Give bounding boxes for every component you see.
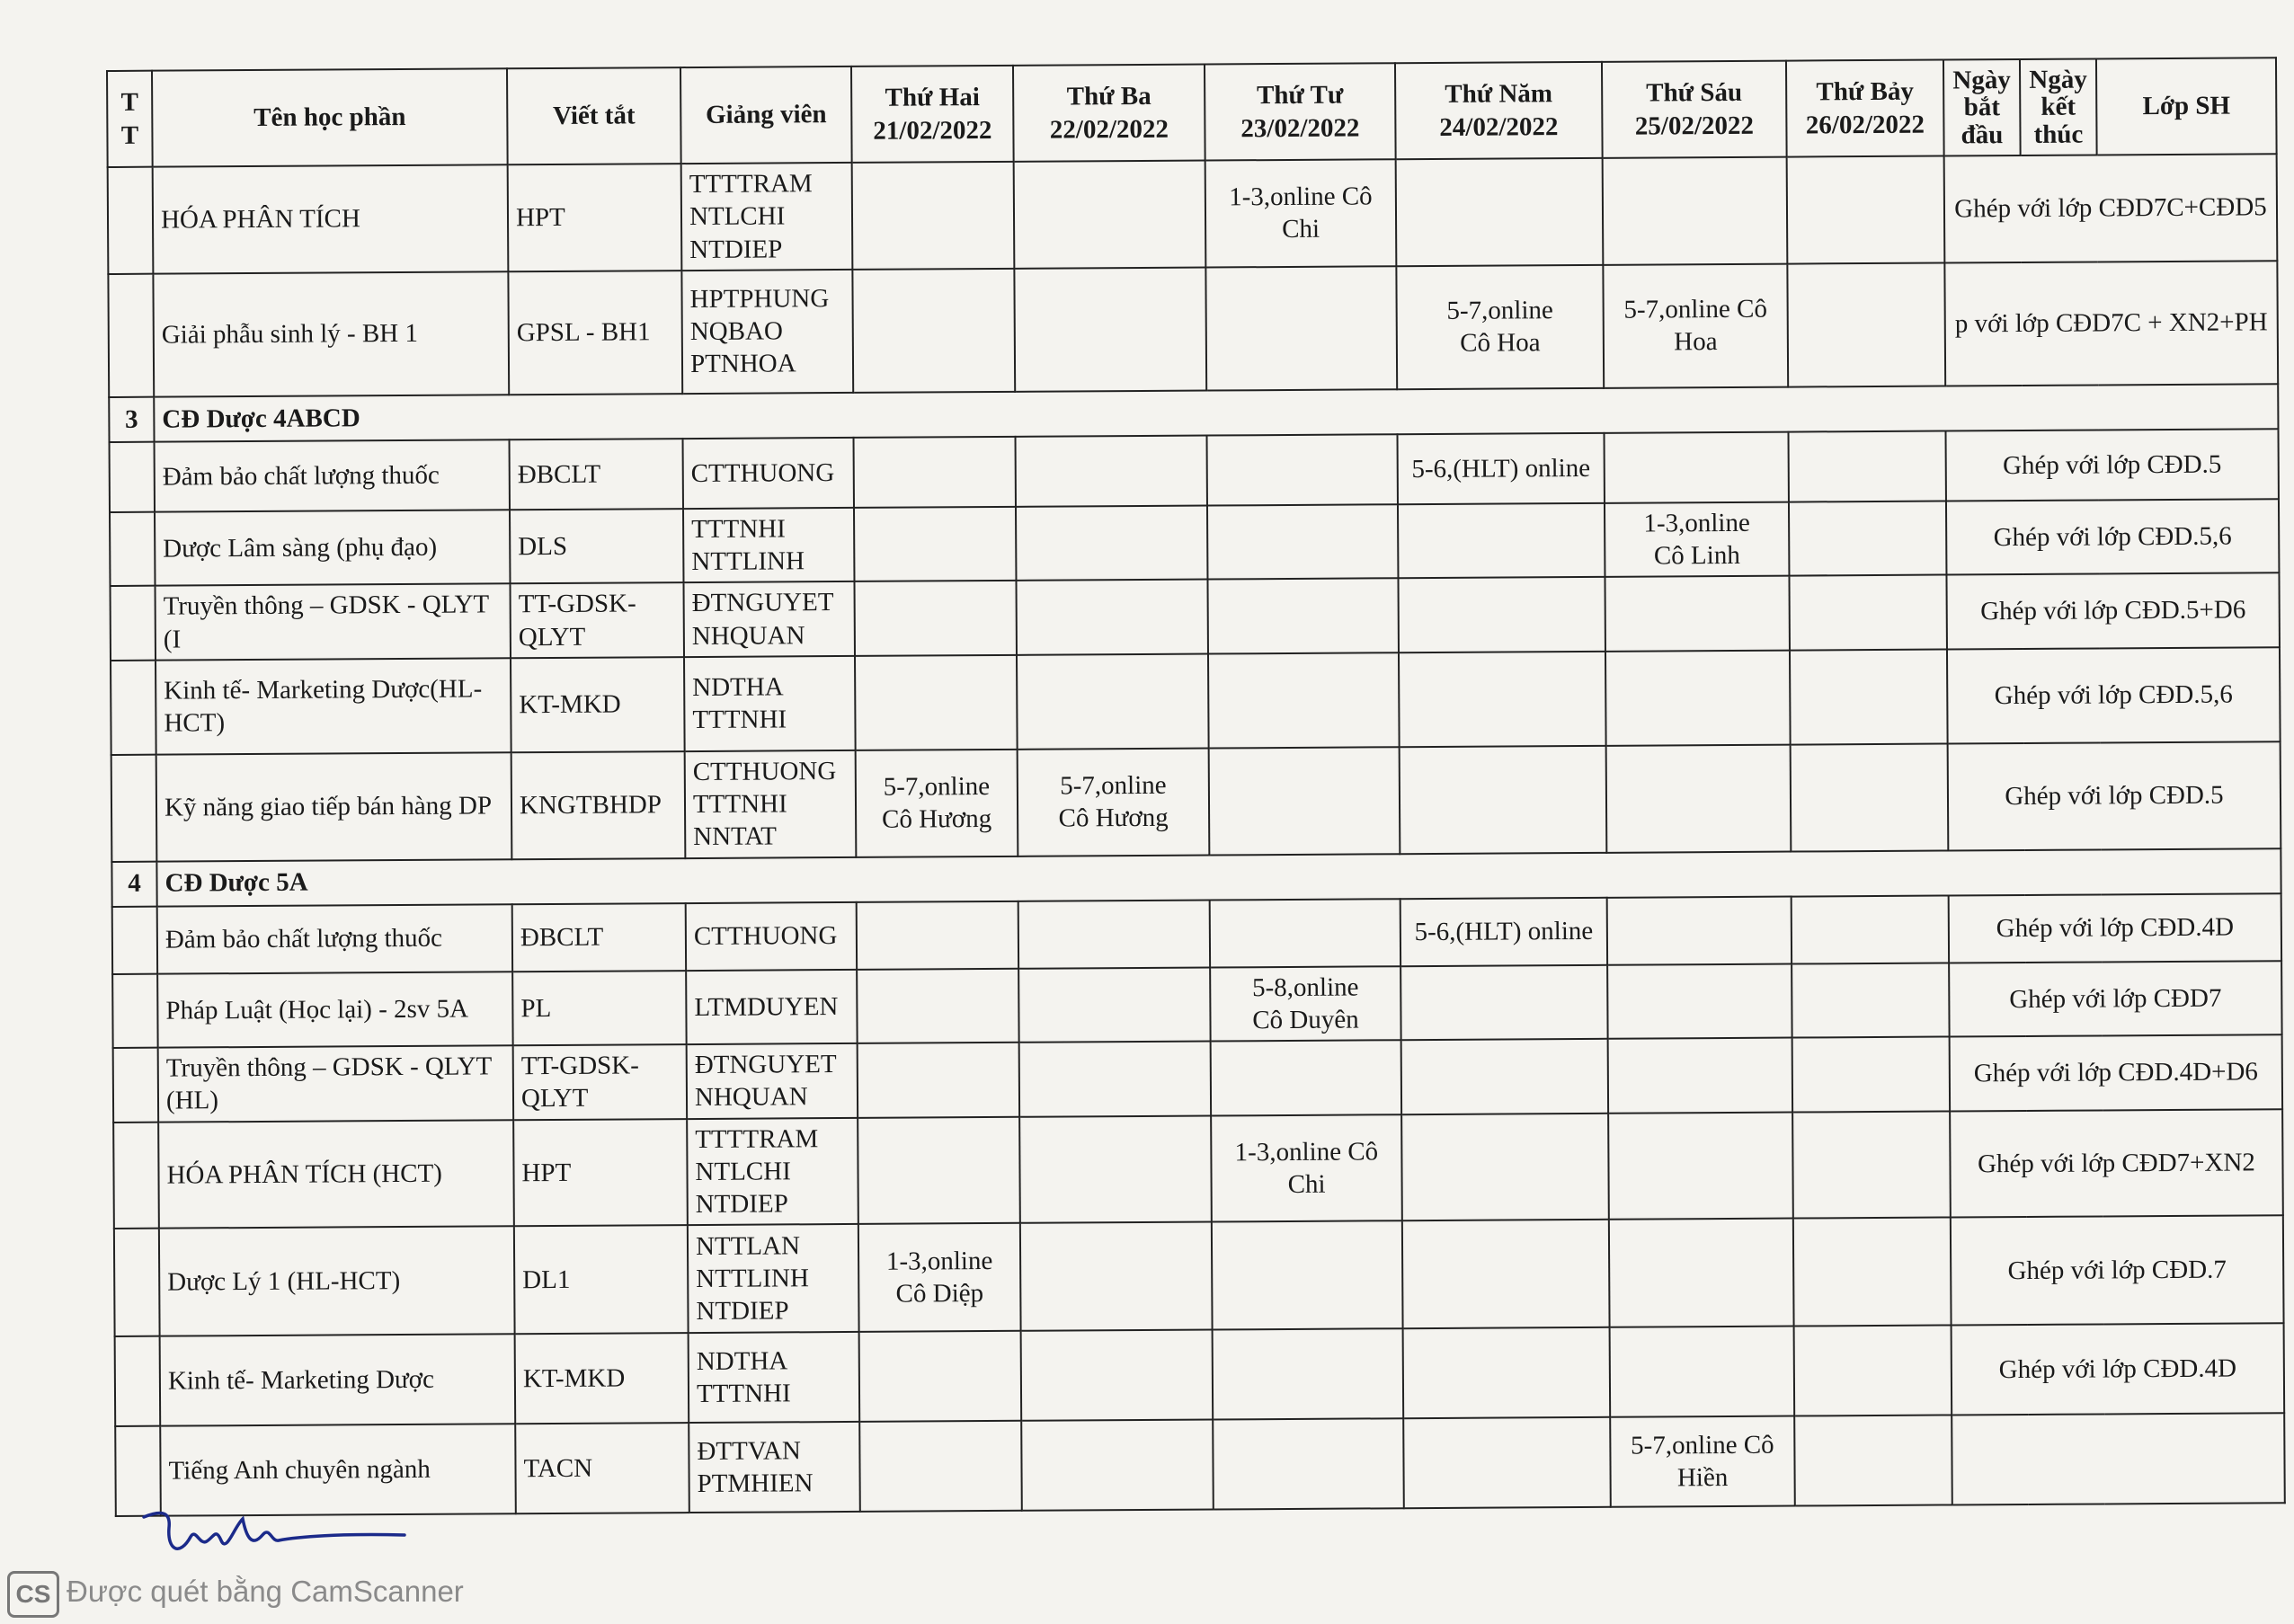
cell-lecturer: TTTTRAM NTLCHI NTDIEP bbox=[681, 163, 853, 271]
cell-tt bbox=[111, 754, 157, 861]
camscanner-logo-icon: CS bbox=[7, 1571, 59, 1618]
cell-abbr: DLS bbox=[510, 509, 684, 584]
group-title: CĐ Dược 5A bbox=[156, 848, 2281, 906]
cell-fri bbox=[1607, 963, 1792, 1039]
cell-tt bbox=[112, 973, 158, 1048]
table-row bbox=[113, 1109, 2283, 1229]
cell-sat bbox=[1792, 1036, 1951, 1112]
cell-wed bbox=[1210, 899, 1400, 967]
cell-abbr: HPT bbox=[513, 1119, 688, 1227]
cell-wed bbox=[1207, 504, 1399, 580]
cell-wed bbox=[1208, 652, 1400, 748]
cell-mon bbox=[854, 581, 1017, 656]
cell-abbr: KNGTBHDP bbox=[511, 751, 686, 859]
table-row bbox=[112, 961, 2281, 1048]
cell-tue bbox=[1019, 1115, 1212, 1223]
cell-abbr: TT-GDSK- QLYT bbox=[510, 582, 684, 658]
cell-lecturer: CTTHUONG bbox=[683, 438, 854, 509]
cell-tt bbox=[115, 1336, 161, 1426]
cell-mon: 5-7,online Cô Hương bbox=[856, 750, 1018, 857]
cell-class-note: Ghép với lớp CĐD7C+CĐD5 bbox=[1944, 154, 2278, 262]
cell-course: Đảm bảo chất lượng thuốc bbox=[157, 904, 512, 973]
cell-sat bbox=[1790, 649, 1948, 744]
cell-lecturer: LTMDUYEN bbox=[686, 969, 858, 1044]
cell-mon bbox=[854, 507, 1017, 582]
cell-tt bbox=[110, 441, 155, 511]
cell-lecturer: TTTNHI NTTLINH bbox=[683, 508, 855, 583]
header-thursday: Thứ Năm 24/02/2022 bbox=[1395, 62, 1603, 159]
cell-wed bbox=[1213, 1418, 1404, 1509]
cell-tt bbox=[110, 511, 156, 586]
cell-tue bbox=[1016, 580, 1208, 655]
cell-mon bbox=[855, 655, 1018, 750]
header-course: Tên học phần bbox=[152, 68, 508, 166]
table-row bbox=[110, 499, 2279, 586]
cell-course: Giải phẫu sinh lý - BH 1 bbox=[153, 271, 509, 396]
cell-course: Kinh tế- Marketing Dược bbox=[160, 1334, 516, 1425]
group-number: 4 bbox=[111, 861, 156, 906]
cell-abbr: GPSL - BH1 bbox=[508, 271, 682, 395]
cell-class-note: Ghép với lớp CĐD.5,6 bbox=[1947, 647, 2281, 743]
cell-lecturer: NDTHA TTTNHI bbox=[689, 1332, 860, 1423]
cell-lecturer: ĐTNGUYET NHQUAN bbox=[683, 581, 855, 657]
table-row bbox=[111, 741, 2281, 861]
cell-lecturer: CTTHUONG bbox=[686, 901, 857, 970]
cell-sat bbox=[1789, 501, 1947, 576]
cell-tt bbox=[108, 273, 154, 396]
table-row bbox=[108, 261, 2278, 397]
cell-wed bbox=[1205, 266, 1397, 390]
header-abbr: Viết tắt bbox=[507, 67, 681, 164]
cell-tt bbox=[111, 586, 156, 661]
cell-sat bbox=[1794, 1326, 1952, 1416]
cell-abbr: KT-MKD bbox=[511, 657, 685, 752]
cell-class-note: Ghép với lớp CĐD.5 bbox=[1948, 741, 2281, 850]
cell-mon bbox=[859, 1331, 1022, 1422]
cell-fri bbox=[1605, 576, 1790, 652]
header-end-date: Ngày kết thúc bbox=[2020, 58, 2097, 155]
cell-class-note: Ghép với lớp CĐD.5 bbox=[1945, 429, 2278, 501]
cell-lecturer: ĐTNGUYET NHQUAN bbox=[687, 1043, 858, 1119]
cell-class-note: Ghép với lớp CĐD7+XN2 bbox=[1950, 1109, 2283, 1218]
cell-wed: 1-3,online Cô Chi bbox=[1205, 159, 1397, 267]
cell-mon bbox=[858, 1116, 1020, 1224]
cell-wed bbox=[1213, 1328, 1404, 1419]
header-start-date: Ngày bắt đầu bbox=[1943, 59, 2021, 156]
cell-tue bbox=[1014, 161, 1206, 269]
cell-sat bbox=[1787, 262, 1945, 386]
cell-class-note: Ghép với lớp CĐD.5,6 bbox=[1946, 499, 2279, 575]
cell-tt bbox=[108, 167, 154, 274]
table-row bbox=[108, 154, 2278, 273]
cell-thu bbox=[1402, 1220, 1610, 1328]
cell-course: Dược Lâm sàng (phụ đạo) bbox=[155, 510, 510, 586]
header-wednesday: Thứ Tư 23/02/2022 bbox=[1205, 63, 1396, 160]
cell-class-note: Ghép với lớp CĐD.7 bbox=[1951, 1215, 2284, 1325]
cell-fri bbox=[1603, 157, 1788, 265]
camscanner-watermark: Được quét bằng CamScanner bbox=[67, 1575, 464, 1608]
cell-course: Truyền thông – GDSK - QLYT (I bbox=[156, 584, 511, 661]
header-friday: Thứ Sáu 25/02/2022 bbox=[1602, 61, 1787, 158]
header-saturday: Thứ Bảy 26/02/2022 bbox=[1786, 60, 1944, 157]
cell-fri bbox=[1610, 1327, 1795, 1417]
cell-tue bbox=[1016, 435, 1207, 506]
cell-thu bbox=[1403, 1327, 1611, 1418]
cell-abbr: DL1 bbox=[514, 1225, 689, 1334]
cell-thu bbox=[1400, 964, 1607, 1040]
cell-wed bbox=[1209, 747, 1400, 855]
group-title: CĐ Dược 4ABCD bbox=[154, 384, 2278, 441]
cell-wed: 1-3,online Cô Chi bbox=[1211, 1114, 1402, 1222]
cell-class-note: Ghép với lớp CĐD7 bbox=[1949, 961, 2281, 1037]
header-tt: T T bbox=[107, 71, 153, 167]
table-row bbox=[111, 647, 2281, 755]
cell-abbr: HPT bbox=[508, 164, 682, 271]
table-row bbox=[113, 1034, 2282, 1122]
cell-tue bbox=[1018, 900, 1210, 968]
cell-sat bbox=[1791, 743, 1949, 851]
cell-thu bbox=[1398, 577, 1605, 652]
cell-fri bbox=[1608, 1112, 1793, 1220]
cell-sat bbox=[1788, 430, 1945, 501]
cell-course: Đảm bảo chất lượng thuốc bbox=[155, 439, 510, 511]
cell-abbr: PL bbox=[512, 971, 687, 1046]
cell-class-note: p với lớp CĐD7C + XN2+PH bbox=[1944, 261, 2278, 386]
cell-abbr: ĐBCLT bbox=[512, 903, 686, 972]
cell-course: Kinh tế- Marketing Dược(HL- HCT) bbox=[156, 658, 511, 754]
cell-sat bbox=[1789, 575, 1947, 651]
cell-wed bbox=[1211, 1040, 1402, 1115]
cell-tt bbox=[112, 906, 157, 973]
cell-tue bbox=[1017, 653, 1209, 749]
cell-tue bbox=[1016, 505, 1208, 581]
cell-mon bbox=[859, 1421, 1022, 1512]
cell-thu: 5-6,(HLT) online bbox=[1400, 897, 1607, 965]
cell-mon bbox=[852, 269, 1015, 393]
cell-fri bbox=[1607, 896, 1792, 964]
cell-tt bbox=[111, 660, 156, 754]
cell-course: Truyền thông – GDSK - QLYT (HL) bbox=[158, 1045, 513, 1122]
cell-fri bbox=[1604, 431, 1788, 502]
cell-lecturer: HPTPHUNG NQBAO PTNHOA bbox=[681, 270, 853, 394]
cell-sat bbox=[1792, 963, 1950, 1038]
cell-thu bbox=[1401, 1113, 1609, 1220]
cell-mon bbox=[854, 437, 1016, 508]
cell-mon bbox=[857, 901, 1018, 969]
table-row bbox=[115, 1323, 2285, 1426]
cell-thu bbox=[1400, 746, 1607, 854]
table-row bbox=[111, 572, 2280, 660]
signature-icon bbox=[135, 1501, 422, 1577]
cell-tue bbox=[1020, 1222, 1213, 1331]
cell-sat bbox=[1793, 1218, 1952, 1327]
cell-abbr: ĐBCLT bbox=[510, 439, 683, 510]
header-row bbox=[107, 58, 2277, 167]
cell-mon bbox=[858, 1043, 1020, 1118]
cell-class-note: Ghép với lớp CĐD.5+D6 bbox=[1946, 572, 2279, 649]
cell-fri bbox=[1608, 1038, 1793, 1114]
cell-wed bbox=[1212, 1220, 1403, 1329]
cell-lecturer: TTTTRAM NTLCHI NTDIEP bbox=[687, 1117, 858, 1225]
cell-sat bbox=[1792, 1111, 1951, 1219]
cell-course: Dược Lý 1 (HL-HCT) bbox=[159, 1227, 515, 1336]
cell-wed bbox=[1207, 434, 1398, 505]
cell-thu bbox=[1399, 652, 1606, 747]
cell-class-note: Ghép với lớp CĐD.4D+D6 bbox=[1950, 1034, 2282, 1111]
cell-tue: 5-7,online Cô Hương bbox=[1018, 748, 1210, 856]
header-monday: Thứ Hai 21/02/2022 bbox=[851, 66, 1014, 163]
cell-fri bbox=[1605, 650, 1791, 745]
cell-thu bbox=[1398, 503, 1605, 579]
table-row bbox=[114, 1215, 2284, 1336]
header-lecturer: Giảng viên bbox=[680, 67, 852, 164]
cell-thu bbox=[1403, 1417, 1611, 1508]
cell-lecturer: NDTHA TTTNHI bbox=[684, 656, 856, 751]
cell-fri bbox=[1606, 744, 1792, 852]
cell-course: Pháp Luật (Học lại) - 2sv 5A bbox=[157, 972, 512, 1048]
cell-tue bbox=[1021, 1330, 1214, 1421]
cell-sat bbox=[1794, 1415, 1952, 1506]
cell-lecturer: CTTHUONG TTTNHI NNTAT bbox=[685, 750, 857, 858]
cell-class-note: Ghép với lớp CĐD.4D bbox=[1949, 893, 2281, 963]
table-row bbox=[115, 1413, 2285, 1516]
cell-lecturer: ĐTTVAN PTMHIEN bbox=[689, 1422, 860, 1513]
cell-wed: 5-8,online Cô Duyên bbox=[1210, 966, 1401, 1042]
cell-course: Kỹ năng giao tiếp bán hàng DP bbox=[156, 752, 512, 861]
cell-tt bbox=[113, 1122, 159, 1229]
cell-fri bbox=[1609, 1219, 1794, 1327]
cell-mon: 1-3,online Cô Diệp bbox=[858, 1223, 1021, 1332]
cell-class-note: Ghép với lớp CĐD.4D bbox=[1952, 1323, 2285, 1415]
cell-abbr: TT-GDSK- QLYT bbox=[513, 1044, 688, 1120]
cell-fri: 1-3,online Cô Linh bbox=[1605, 501, 1790, 577]
cell-tt bbox=[114, 1229, 160, 1336]
cell-tue bbox=[1014, 267, 1206, 391]
cell-thu: 5-7,online Cô Hoa bbox=[1396, 265, 1604, 389]
schedule-table bbox=[106, 57, 2286, 1517]
cell-tue bbox=[1021, 1420, 1214, 1511]
table-row bbox=[110, 429, 2279, 512]
cell-thu bbox=[1401, 1039, 1608, 1114]
cell-thu bbox=[1396, 158, 1604, 266]
cell-mon bbox=[857, 968, 1019, 1043]
cell-wed bbox=[1207, 578, 1399, 653]
cell-course: HÓA PHÂN TÍCH bbox=[153, 164, 509, 273]
cell-mon bbox=[852, 162, 1015, 270]
header-class: Lớp SH bbox=[2096, 58, 2277, 155]
group-number: 3 bbox=[109, 396, 154, 441]
cell-tue bbox=[1019, 1042, 1212, 1117]
cell-tt bbox=[113, 1048, 159, 1123]
cell-tue bbox=[1018, 967, 1211, 1043]
header-tuesday: Thứ Ba 22/02/2022 bbox=[1013, 65, 1205, 162]
cell-fri: 5-7,online Cô Hiền bbox=[1610, 1416, 1795, 1507]
cell-lecturer: NTTLAN NTTLINH NTDIEP bbox=[688, 1224, 859, 1333]
cell-course: HÓA PHÂN TÍCH (HCT) bbox=[158, 1120, 514, 1229]
cell-class-note bbox=[1952, 1413, 2285, 1504]
cell-abbr: KT-MKD bbox=[515, 1333, 689, 1424]
cell-sat bbox=[1792, 895, 1949, 963]
cell-sat bbox=[1787, 156, 1945, 264]
cell-fri: 5-7,online Cô Hoa bbox=[1603, 263, 1788, 387]
cell-course: Tiếng Anh chuyên ngành bbox=[160, 1424, 516, 1515]
cell-abbr: TACN bbox=[515, 1423, 689, 1513]
cell-thu: 5-6,(HLT) online bbox=[1398, 433, 1605, 504]
